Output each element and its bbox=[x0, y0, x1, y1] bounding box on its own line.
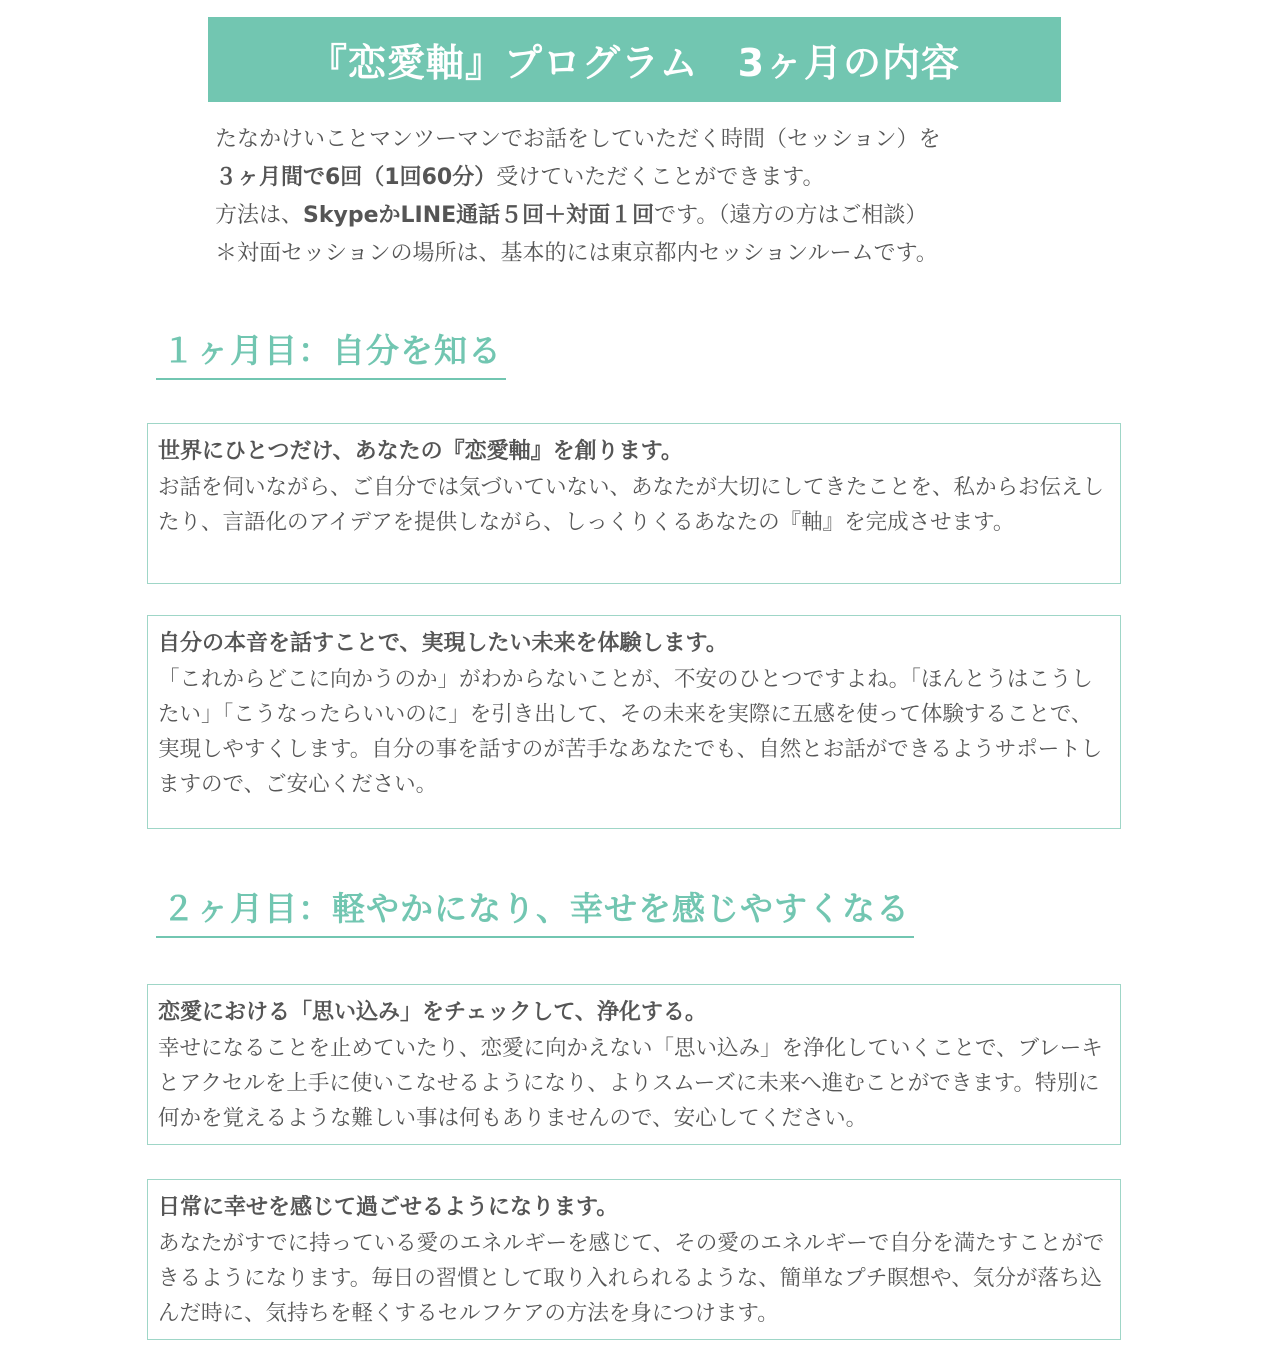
intro-line-1: たなかけいことマンツーマンでお話をしていただく時間（セッション）を bbox=[215, 127, 941, 152]
content-card bbox=[147, 423, 1121, 584]
card-title: 世界にひとつだけ、あなたの『恋愛軸』を創ります。 bbox=[158, 439, 683, 464]
content-card bbox=[147, 984, 1121, 1145]
section-heading-month-1: １ヶ月目：自分を知る bbox=[156, 325, 506, 380]
card-body: あなたがすでに持っている愛のエネルギーを感じて、その愛のエネルギーで自分を満たすことができるようになります。毎日の習慣として取り入れられるような、簡単なプチ瞑想や、気分が落ち込んだ時に、気持ちを軽くするセルフケアの方法を身につけます。 bbox=[158, 1231, 1105, 1326]
intro-line-3-bold: SkypeかLINE通話５回＋対面１回 bbox=[303, 203, 655, 228]
intro-line-3 bbox=[215, 197, 1115, 235]
intro-line-2-rest: 受けていただくことができます。 bbox=[496, 165, 825, 190]
card-title: 日常に幸せを感じて過ごせるようになります。 bbox=[158, 1195, 619, 1220]
intro-text bbox=[215, 121, 1115, 273]
section-heading-month-2: ２ヶ月目：軽やかになり、幸せを感じやすくなる bbox=[156, 883, 914, 938]
intro-line-4: ＊対面セッションの場所は、基本的には東京都内セッションルームです。 bbox=[215, 241, 938, 266]
intro-line-2 bbox=[215, 159, 1115, 197]
content-card bbox=[147, 1179, 1121, 1340]
card-body: 幸せになることを止めていたり、恋愛に向かえない「思い込み」を浄化していくことで、ブレーキとアクセルを上手に使いこなせるようになり、よりスムーズに未来へ進むことができます。特別に何かを覚えるような難しい事は何もありませんので、安心してください。 bbox=[158, 1036, 1103, 1131]
intro-line-3-rest: です。（遠方の方はご相談） bbox=[654, 203, 928, 228]
program-banner bbox=[208, 17, 1061, 102]
card-body: 「これからどこに向かうのか」がわからないことが、不安のひとつですよね。「ほんとうはこうしたい」「こうなったらいいのに」を引き出して、その未来を実際に五感を使って体験することで、実現しやすくします。自分の事を話すのが苦手なあなたでも、自然とお話ができるようサポートしますので、ご安心ください。 bbox=[158, 667, 1103, 797]
card-body: お話を伺いながら、ご自分では気づいていない、あなたが大切にしてきたことを、私からお伝えしたり、言語化のアイデアを提供しながら、しっくりくるあなたの『軸』を完成させます。 bbox=[158, 475, 1105, 535]
banner-title: 『恋愛軸』プログラム 3ヶ月の内容 bbox=[308, 41, 961, 85]
card-title: 自分の本音を話すことで、実現したい未来を体験します。 bbox=[158, 631, 728, 656]
intro-line-3-pre: 方法は、 bbox=[215, 203, 304, 228]
intro-line-2-bold: ３ヶ月間で6回（1回60分） bbox=[215, 165, 497, 190]
content-card bbox=[147, 615, 1121, 829]
card-title: 恋愛における「思い込み」をチェックして、浄化する。 bbox=[158, 1000, 707, 1025]
